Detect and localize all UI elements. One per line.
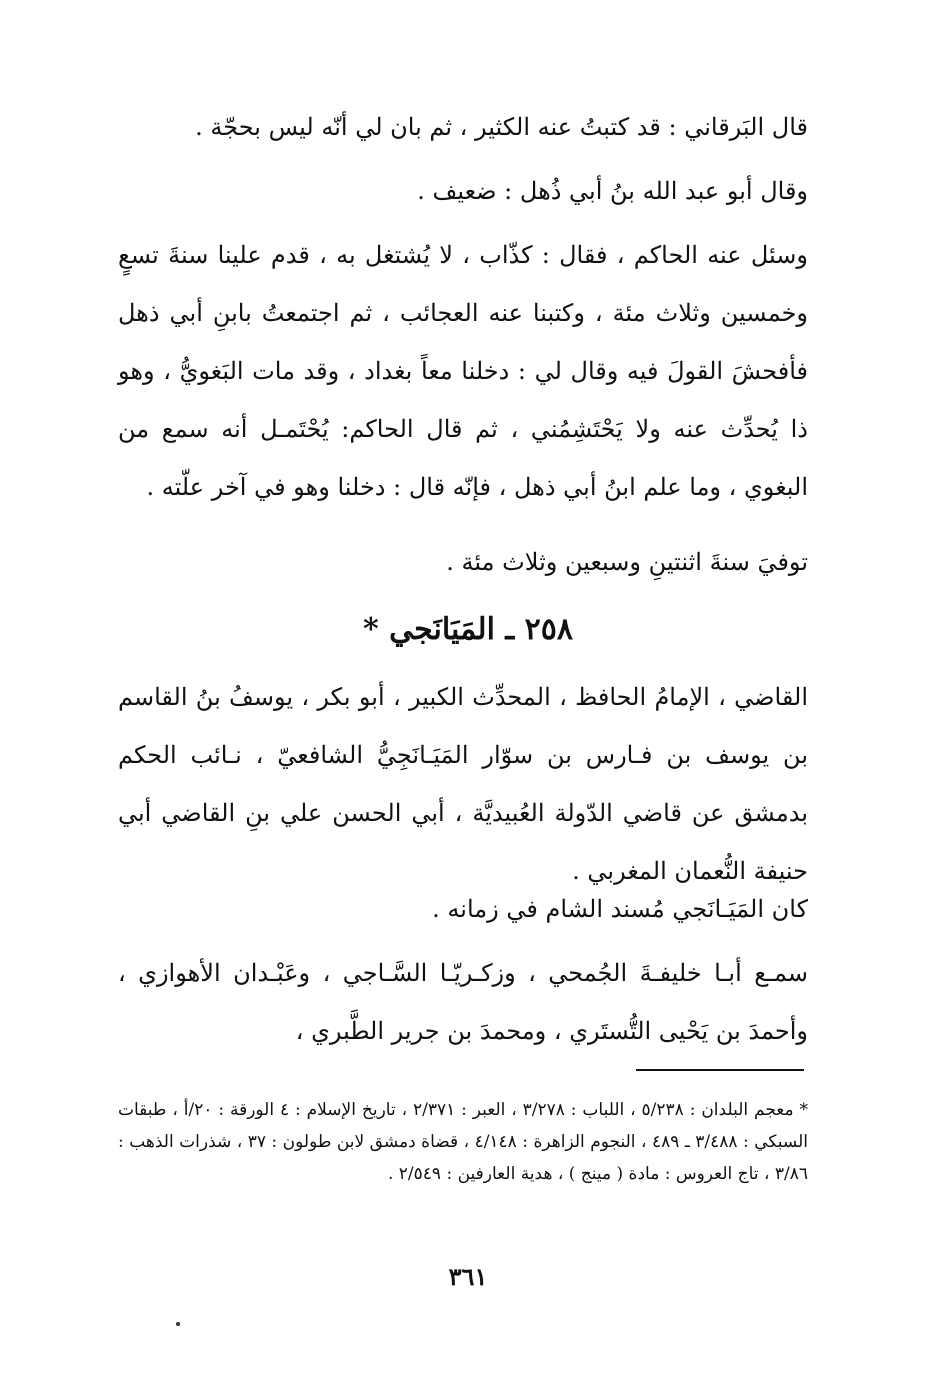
paragraph-teachers: سمـع أبـا خليفـةَ الجُمحي ، وزكـريّـا السَّـاجي ، وعَبْـدان الأهوازي ، وأحمدَ بن يَحْيى التُّستَري ، ومحمدَ بن جرير الطَّبري ، bbox=[118, 959, 808, 1045]
entry-heading: ٢٥٨ ـ المَيَانَجي * bbox=[363, 612, 573, 647]
paragraph-biography-intro: القاضي ، الإمامُ الحافظ ، المحدِّث الكبير ، أبو بكر ، يوسفُ بنُ القاسم بن يوسف بن فـارس بن سوّار المَيَـانَجِيُّ الشافعيّ ، نـائب الحكم بدمشق عن قاضي الدّولة العُبيديَّة ، أبي الحسن علي بنِ القاضي أبي حنيفة النُّعمان المغربي . bbox=[118, 683, 808, 885]
footnote-divider bbox=[636, 1069, 804, 1071]
paragraph-musnad-al-sham: كان المَيَـانَجي مُسند الشام في زمانه . bbox=[432, 895, 808, 923]
paragraph-barqani-quote: قال البَرقاني : قد كتبتُ عنه الكثير ، ثم بان لي أنّه ليس بحجّة . bbox=[195, 113, 808, 141]
page-number: ٣٦١ bbox=[448, 1262, 488, 1291]
paragraph-ibn-abi-dhuhl-quote: وقال أبو عبد الله بنُ أبي ذُهل : ضعيف . bbox=[417, 177, 808, 205]
footnote-sources: * معجم البلدان : ٥/٢٣٨ ، اللباب : ٣/٢٧٨ ، العبر : ٢/٣٧١ ، تاريخ الإسلام : ٤ الورقة : ٢٠/أ ، طبقات السبكي : ٣/٤٨٨ ـ ٤٨٩ ، النجوم الزاهرة : ٤/١٤٨ ، قضاة دمشق لابن طولون : ٣٧ ، شذرات الذهب : ٣/٨٦ ، تاج العروس : مادة ( مينج ) ، هدية العارفين : ٢/٥٤٩ . bbox=[118, 1100, 808, 1184]
paragraph-hakim-account: وسئل عنه الحاكم ، فقال : كذّاب ، لا يُشتغل به ، قدم علينا سنةَ تسعٍ وخمسين وثلاث مئة ، وكتبنا عنه العجائب ، ثم اجتمعتُ بابنِ أبي ذهل فأفحشَ القولَ فيه وقال لي : دخلنا معاً بغداد ، وقد مات البَغويُّ ، وهو ذا يُحدِّث عنه ولا يَحْتَشِمُني ، ثم قال الحاكم: يُحْتَمـل أنه سمع من البغوي ، وما علم ابنُ أبي ذهل ، فإنّه قال : دخلنا وهو في آخر علّته . bbox=[118, 241, 808, 501]
paragraph-death-date: توفيَ سنةَ اثنتينِ وسبعين وثلاث مئة . bbox=[446, 548, 808, 576]
scan-speck bbox=[176, 1322, 180, 1326]
